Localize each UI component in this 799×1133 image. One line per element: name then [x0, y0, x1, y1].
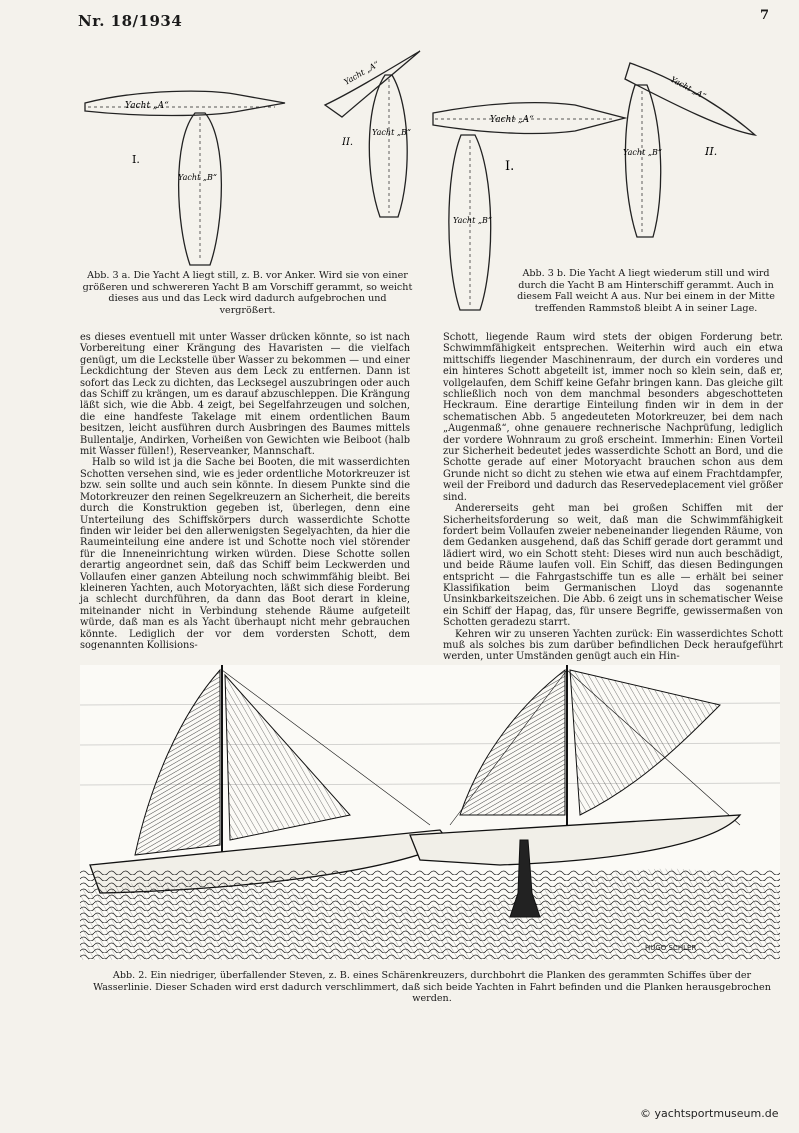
figure-3b-caption: Abb. 3 b. Die Yacht A liegt wiederum still und wird durch die Yacht B am Hinterschiff gerammt. Auch in diesem Fall weicht A aus. Nur bei einem in der Mitte treffenden Rammstoß bleibt A in seiner Lage. [517, 268, 775, 314]
figure-3a-diagram [80, 45, 440, 270]
label-yacht-a: Yacht „A“ [490, 115, 534, 125]
page-number: 7 [760, 8, 770, 23]
paragraph: es dieses eventuell mit unter Wasser drücken könnte, so ist nach Vorbereitung einer Krängung des Havaristen — die vielfach genügt, um die Leckstelle über Wasser zu bekommen — und einer Leckdichtung der Steven aus dem Leck zu entfernen. Dann ist sofort das Leck zu dichten, das Lecksegel auszubringen oder auch das Schiff zu krängen, um es darauf abzuschleppen. Die Krängung läßt sich, wie die Abb. 4 zeigt, bei Segelfahrzeugen und solchen, die eine handfeste Takelage mit einem ordentlichen Baum besitzen, leicht ausführen durch Ausbringen des Baumes mittels Bullentalje, Andirken, Vorheißen von Gewichten wie Beiboot (halb mit Wasser füllen!), Reserveanker, Mannschaft. [80, 332, 410, 458]
label-yacht-a-rotated: Yacht „A“ [342, 59, 381, 87]
label-roman-2: II. [705, 145, 718, 158]
yacht-b2-hull [625, 85, 660, 237]
yacht-a-rotated-hull [625, 63, 755, 135]
left-text-column [80, 332, 410, 651]
paragraph: Halb so wild ist ja die Sache bei Booten, die mit wasserdichten Schotten versehen sind, wie es jeder ordentliche Motorkreuzer ist bzw. sein sollte und auch sein könnte. In diesem Punkte sind die Motorkreuzer den reinen Segelkreuzern an Sicherheit, die bereits durch die Konstruktion gegeben ist, überlegen, denn eine Unterteilung des Schiffskörpers durch wasserdichte Schotte finden wir leider bei den allerwenigsten Segelyachten, da hier die Raumeinteilung eine andere ist und Schotte noch viel störender für die Inneneinrichtung wirken würden. Diese Schotte sollen derartig angeordnet sein, daß das Schiff beim Leckwerden und Vollaufen einer ganzen Abteilung noch schwimmfähig bleibt. Bei kleineren Yachten, auch Motoryachten, läßt sich diese Forderung ja schlecht durchführen, da dann das Boot derart in kleine, miteinander nicht in Verbindung stehende Räume aufgeteilt würde, daß man es als Yacht überhaupt nicht mehr gebrauchen könnte. Lediglich der vor dem vordersten Schott, dem sogenannten Kollisions- [80, 457, 410, 651]
yacht-a-hull [85, 91, 285, 115]
label-roman-2: II. [342, 137, 354, 148]
yacht-b2-hull [369, 75, 407, 217]
issue-number: Nr. 18/1934 [78, 12, 183, 30]
label-roman-1: I. [505, 159, 515, 174]
label-yacht-a: Yacht „A“ [125, 101, 169, 111]
right-text-column [443, 332, 783, 663]
label-yacht-b2: Yacht „B“ [623, 148, 662, 157]
figure-2-caption: Abb. 2. Ein niedriger, überfallender Steven, z. B. eines Schärenkreuzers, durchbohrt die Planken des gerammten Schiffes über der Wasserlinie. Dieser Schaden wird erst dadurch verschlimmert, daß sich beide Yachten in Fahrt befinden und die Planken herausgebrochen werden. [93, 970, 771, 1005]
paragraph: Schott, liegende Raum wird stets der obigen Forderung betr. Schwimmfähigkeit entsprechen. Weiterhin wird auch ein etwa mittschiffs liegender Maschinenraum, der durch ein vorderes und ein hinteres Schott abgeteilt ist, immer noch so klein sein, daß er, vollgelaufen, dem Schiff keine Gefahr bringen kann. Das gleiche gilt schließlich noch von dem manchmal besonders abgeschotteten Heckraum. Eine derartige Einteilung finden wir in dem in der schematischen Abb. 5 angedeuteten Motorkreuzer, bei dem nach „Augenmaß“, ohne genauere rechnerische Nachprüfung, lediglich der vordere Wohnraum zu groß erscheint. Immerhin: Einen Vorteil zur Sicherheit bedeutet jedes wasserdichte Schott an Bord, und die Schotte gerade auf einer Motoryacht brauchen schon aus dem Grunde nicht so dicht zu stehen wie etwa auf einem Frachtdampfer, weil der Freibord und dadurch das Reservedeplacement viel größer sind. [443, 332, 783, 503]
figure-3a-caption: Abb. 3 a. Die Yacht A liegt still, z. B. vor Anker. Wird sie von einer größeren und schwereren Yacht B am Vorschiff gerammt, so weicht dieses aus und das Leck wird dadurch aufgebrochen und vergrößert. [82, 270, 413, 316]
paragraph: Andererseits geht man bei großen Schiffen mit der Sicherheitsforderung so weit, daß man die Schwimmfähigkeit fordert beim Vollaufen zweier nebeneinander liegenden Räume, von dem Gedanken ausgehend, daß das Schiff gerade dort gerammt und lädiert wird, wo ein Schott steht: Dieses wird nun auch beschädigt, und beide Räume laufen voll. Ein Schiff, das diesen Bedingungen entspricht — die Fahrgastschiffe tun es alle — erhält bei seiner Klassifikation beim Germanischen Lloyd das sogenannte Unsinkbarkeitszeichen. Die Abb. 6 zeigt uns in schematischer Weise ein Schiff der Hapag, das, für unsere Begriffe, gewissermaßen von Schotten geradezu starrt. [443, 503, 783, 629]
credit-watermark: © yachtsportmuseum.de [640, 1107, 779, 1120]
label-roman-1: I. [132, 153, 140, 166]
label-yacht-b: Yacht „B“ [453, 216, 492, 225]
artist-signature: HUGO SCHLER [645, 944, 697, 952]
paragraph: Kehren wir zu unseren Yachten zurück: Ein wasserdichtes Schott muß als solches bis zum darüber befindlichen Deck heraufgeführt werden, unter Umständen genügt auch ein Hin- [443, 628, 783, 663]
label-yacht-b2: Yacht „B“ [372, 128, 411, 137]
label-yacht-a-rotated: Yacht „A“ [669, 74, 708, 102]
figure-2-illustration [80, 665, 780, 960]
label-yacht-b: Yacht „B“ [178, 173, 217, 182]
